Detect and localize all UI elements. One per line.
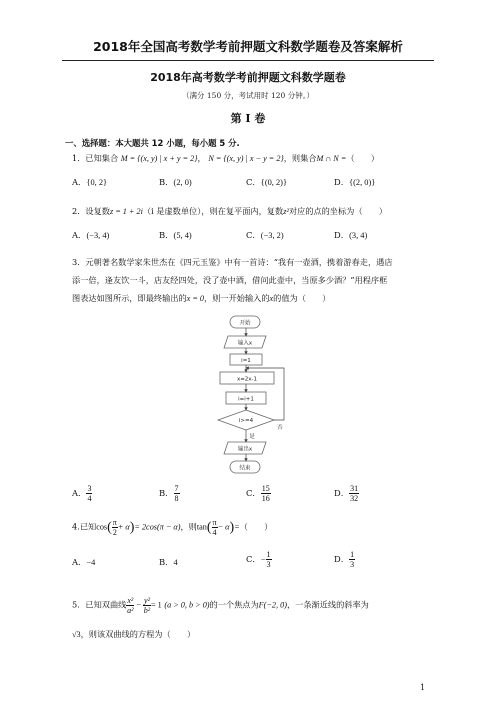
option-c: C． $\frac{15}{16}$ — [246, 484, 270, 503]
option-d: D． $\frac{31}{32}$ — [334, 484, 359, 503]
question-2-stem: 2．设复数z = 1 + 2i（i 是虚数单位），则在复平面内，复数z²对应的点的坐标为（ ） — [72, 206, 388, 216]
document-title: 2018年全国高考数学考前押题文科数学题卷及答案解析 — [93, 39, 403, 54]
title-divider — [62, 60, 434, 61]
option-d: D． $\frac{1}{3}$ — [334, 550, 355, 569]
flow-end-label: 结束 — [239, 465, 251, 472]
option-b: B．(2, 0) — [159, 177, 192, 187]
question-3-line-3: 图表达如图所示，即最终输出的x = 0，则一开始输入的x的值为（ ） — [72, 293, 331, 303]
flow-yes-label: 是 — [249, 434, 255, 440]
part-heading: 第 Ⅰ 卷 — [230, 112, 266, 125]
option-d: D．{(2, 0)} — [334, 177, 376, 187]
flow-condition-label: i>=4 — [238, 418, 254, 424]
question-5-stem: 5．已知双曲线 $\frac{\text{x²}}{\text{a²}}$ − $\frac{\text{y²}}{\text{b²}}$ = 1 (a > 0, b > 0)的一个焦点为F(−2, 0)，一条渐近线的斜率为 — [72, 596, 369, 615]
flow-update-i-label: i=i+1 — [238, 396, 254, 403]
question-3-line-1: 3．元朝著名数学家朱世杰在《四元玉鉴》中有一首诗：“我有一壶酒，携着游春走，遇店 — [72, 257, 393, 267]
page-number: 1 — [420, 683, 426, 692]
option-c: C．(−3, 2) — [246, 230, 284, 240]
option-c: C．{(0, 2)} — [246, 177, 287, 187]
option-a: A．(−3, 4) — [72, 230, 110, 240]
flow-no-label: 否 — [277, 425, 283, 431]
option-a: A．−4 — [72, 557, 96, 567]
option-a: A．{0, 2} — [72, 177, 108, 187]
exam-title: 2018年高考数学考前押题文科数学题卷 — [150, 71, 346, 84]
flow-output-label: 输出x — [237, 446, 253, 453]
section-heading: 一、选择题：本大题共 12 小题，每小题 5 分. — [65, 138, 240, 148]
option-b: B． $\frac{7}{8}$ — [159, 484, 179, 503]
option-c: C．− $\frac{1}{3}$ — [246, 550, 271, 569]
option-b: B．4 — [159, 557, 178, 567]
exam-subtitle: （满分 150 分，考试用时 120 分钟。） — [182, 91, 314, 100]
question-4-stem: 4.已知cos( $\frac{\pi}{2}$ + α)= 2cos(π − α)，则tan( $\frac{\pi}{4}$ − α)=（ ） — [72, 518, 273, 537]
flow-init-label: i=1 — [241, 358, 251, 364]
program-flowchart — [200, 312, 300, 478]
question-1-stem: 1．已知集合 M = {(x, y) | x + y = 2}， N = {(x, y) | x − y = 2}，则集合M ∩ N =（ ） — [72, 153, 380, 163]
option-a: A． $\frac{3}{4}$ — [72, 484, 92, 503]
question-3-line-2: 添一倍，逢友饮一斗，店友经四处，没了壶中酒，借问此壶中，当原多少酒？”用程序框 — [72, 275, 388, 285]
flow-update-x-label: x=2x-1 — [236, 376, 258, 383]
flow-input-label: 输入x — [237, 340, 253, 347]
question-5-stem-cont: √3，则该双曲线的方程为（ ） — [72, 629, 196, 639]
flow-start-label: 开始 — [239, 320, 251, 327]
option-b: B．(5, 4) — [159, 230, 192, 240]
option-d: D．(3, 4) — [334, 230, 368, 240]
